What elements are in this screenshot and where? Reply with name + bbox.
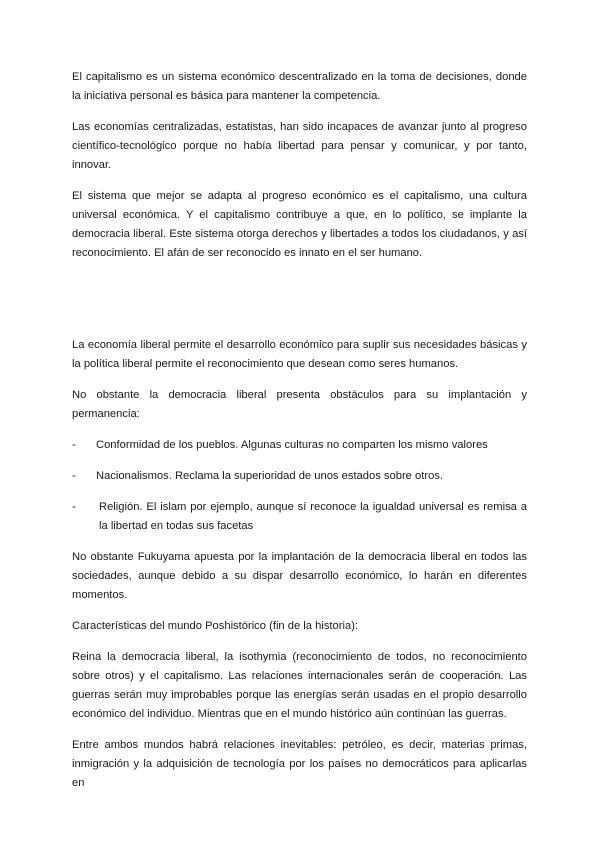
dash-bullet: -: [72, 470, 76, 482]
paragraph-posthistoric-heading: Características del mundo Poshistórico (fin de la historia):: [72, 620, 359, 632]
paragraph-liberal-economy: La economía liberal permite el desarrollo económico para suplir sus necesidades básicas y la política liberal permite el reconocimiento que desean como seres humanos.: [72, 339, 527, 370]
dash-bullet: -: [72, 501, 76, 513]
list-item-text: Conformidad de los pueblos. Algunas culturas no comparten los mismo valores: [96, 439, 488, 451]
paragraph-posthistoric-world: Reina la democracia liberal, la isothymia (reconocimiento de todos, no reconocimiento sobre otros) y el capitalismo. Las relaciones internacionales serán de cooperación. Las guerras serán muy improbables porque las energías serán usadas en el propio desarrollo económico del individuo. Mientras que en el mundo histórico aún continúan las guerras.: [72, 651, 527, 720]
list-item-text: Religión. El islam por ejemplo, aunque sí reconoce la igualdad universal es remisa a la libertad en todas sus facetas: [99, 501, 527, 532]
paragraph-relations-between-worlds: Entre ambos mundos habrá relaciones inevitables: petróleo, es decir, materias primas, inmigración y la adquisición de tecnología por los países no democráticos para aplicarlas en: [72, 739, 527, 789]
paragraph-fukuyama: No obstante Fukuyama apuesta por la implantación de la democracia liberal en todos las sociedades, aunque debido a su dispar desarrollo económico, lo harán en diferentes momentos.: [72, 551, 527, 601]
paragraph-centralized-economies: Las economías centralizadas, estatistas, han sido incapaces de avanzar junto al progreso científico-tecnológico porque no había libertad para pensar y comunicar, y por tanto, innovar.: [72, 121, 527, 171]
document-page: [72, 68, 527, 805]
dash-bullet: -: [72, 439, 76, 451]
list-item-text: Nacionalismos. Reclama la superioridad de unos estados sobre otros.: [96, 470, 443, 482]
paragraph-obstacles-intro: No obstante la democracia liberal presenta obstáculos para su implantación y permanencia:: [72, 389, 527, 420]
blank-space: [72, 275, 527, 336]
paragraph-capitalism-definition: El capitalismo es un sistema económico descentralizado en la toma de decisiones, donde la iniciativa personal es básica para mantener la competencia.: [72, 71, 527, 102]
list-item-religion: [72, 498, 527, 536]
list-item-nationalism: [72, 467, 527, 486]
list-item-conformity: [72, 436, 527, 455]
paragraph-capitalism-democracy: El sistema que mejor se adapta al progreso económico es el capitalismo, una cultura universal económica. Y el capitalismo contribuye a que, en lo político, se implante la democracia liberal. Este sistema otorga derechos y libertades a todos los ciudadanos, y así reconocimiento. El afán de ser reconocido es innato en el ser humano.: [72, 190, 527, 259]
